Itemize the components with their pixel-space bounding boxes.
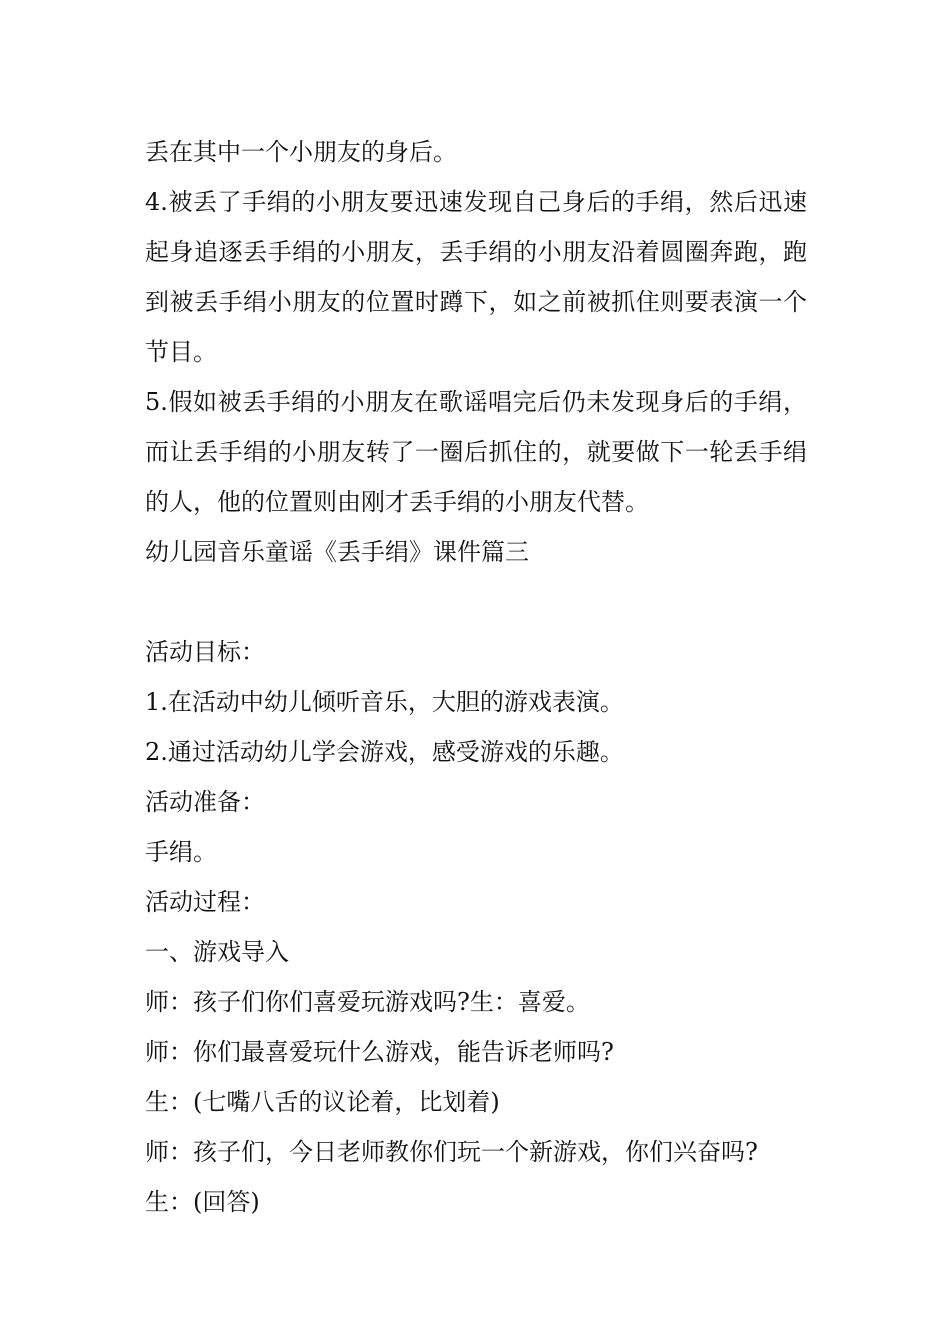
goals-heading: 活动目标： (145, 638, 265, 666)
process-heading: 活动过程： (145, 888, 265, 916)
list-item-4: 4.被丢了手绢的小朋友要迅速发现自己身后的手绢，然后迅速起身追逐丢手绢的小朋友，丢手绢的小朋友沿着圆圈奔跑，跑到被丢手绢小朋友的位置时蹲下，如之前被抓住则要表演一个节目。 (145, 188, 807, 366)
text-line: 丢在其中一个小朋友的身后。 (145, 138, 457, 166)
dialog-line: 师：你们最喜爱玩什么游戏，能告诉老师吗? (145, 1038, 614, 1066)
blank-line (145, 577, 807, 627)
prep-item: 手绢。 (145, 838, 217, 866)
document-page (145, 127, 807, 1227)
prep-heading: 活动准备： (145, 788, 265, 816)
list-item-5: 5.假如被丢手绢的小朋友在歌谣唱完后仍未发现身后的手绢，而让丢手绢的小朋友转了一圈后抓住的，就要做下一轮丢手绢的人，他的位置则由刚才丢手绢的小朋友代替。 (145, 388, 807, 516)
process-step-1: 一、游戏导入 (145, 938, 289, 966)
dialog-line: 师：孩子们，今日老师教你们玩一个新游戏，你们兴奋吗? (145, 1138, 758, 1166)
dialog-line: 生：(七嘴八舌的议论着，比划着) (145, 1088, 500, 1116)
goal-item-1: 1.在活动中幼儿倾听音乐，大胆的游戏表演。 (145, 688, 624, 716)
goal-item-2: 2.通过活动幼儿学会游戏，感受游戏的乐趣。 (145, 738, 624, 766)
dialog-line: 生：(回答) (145, 1188, 260, 1216)
dialog-line: 师：孩子们你们喜爱玩游戏吗?生：喜爱。 (145, 988, 590, 1016)
section-title: 幼儿园音乐童谣《丢手绢》课件篇三 (145, 538, 529, 566)
